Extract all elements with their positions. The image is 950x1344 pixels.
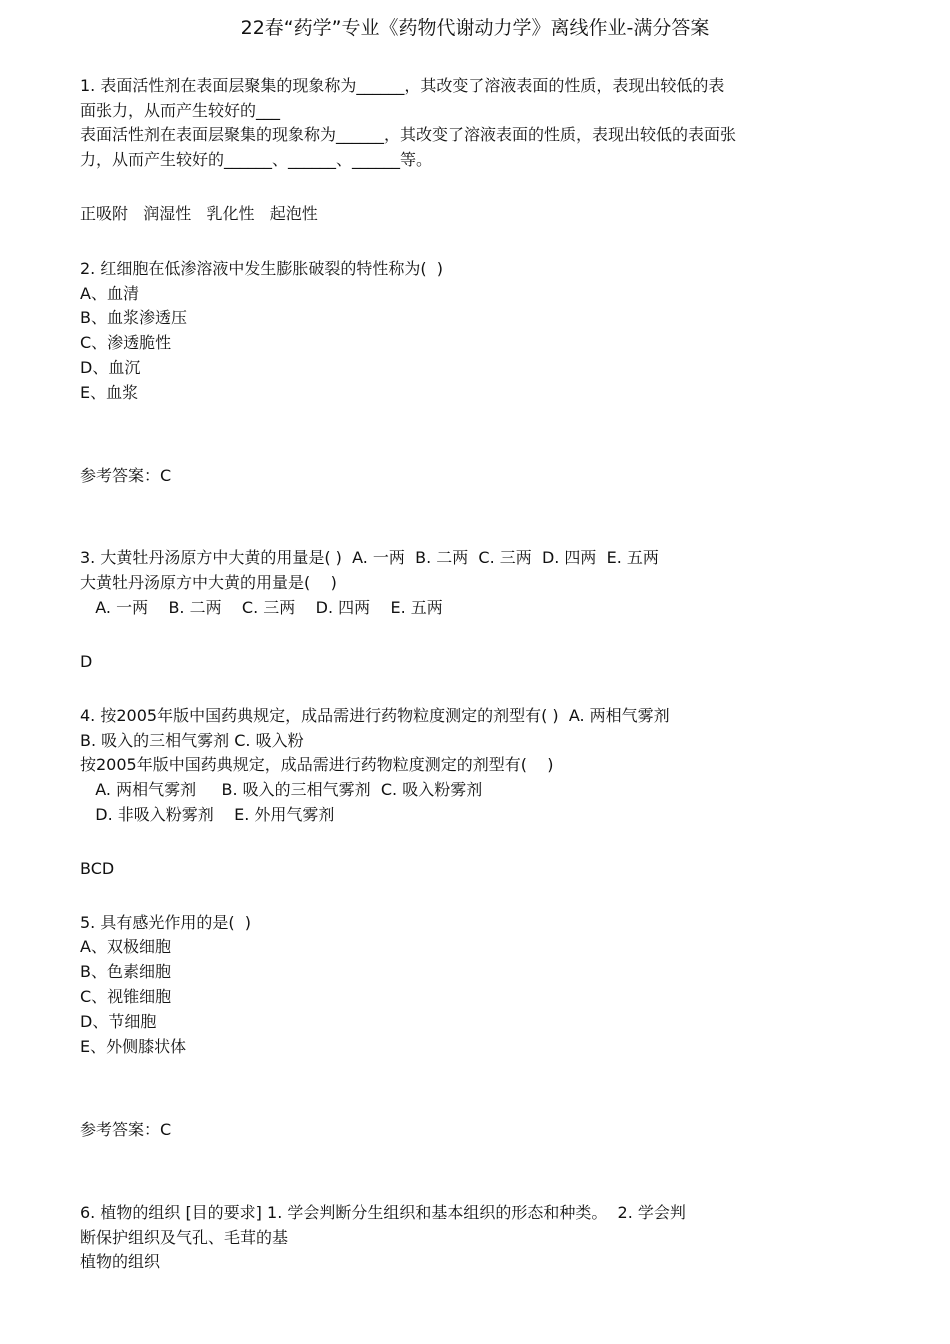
- answer-4: BCD: [80, 859, 115, 878]
- option-d: D、血沉: [80, 358, 141, 377]
- option-a: A、双极细胞: [80, 937, 171, 956]
- question-1-text: 表面活性剂在表面层聚集的现象称为______，其改变了溶液表面的性质，表现出较低的表面张: [80, 125, 737, 144]
- question-4-text: 按2005年版中国药典规定，成品需进行药物粒度测定的剂型有( ): [80, 755, 554, 774]
- option-a: A、血清: [80, 284, 139, 303]
- option-b: B、血浆渗透压: [80, 308, 187, 327]
- question-3-stem: 3. 大黄牡丹汤原方中大黄的用量是( ) A. 一两 B. 二两 C. 三两 D. 四两 E. 五两: [80, 548, 659, 567]
- option-b: B、色素细胞: [80, 962, 171, 981]
- option-c: C、视锥细胞: [80, 987, 172, 1006]
- answer-5: 参考答案：C: [80, 1120, 172, 1139]
- option-d: D、节细胞: [80, 1012, 157, 1031]
- option-e: E、外侧膝状体: [80, 1037, 187, 1056]
- option-c: C、渗透脆性: [80, 333, 172, 352]
- question-4-options: A. 两相气雾剂 B. 吸入的三相气雾剂 C. 吸入粉雾剂: [80, 780, 483, 799]
- answer-3: D: [80, 652, 93, 671]
- answer-2: 参考答案：C: [80, 466, 172, 485]
- document-title: 22春“药学”专业《药物代谢动力学》离线作业-满分答案: [240, 17, 710, 39]
- question-1-text: 力，从而产生较好的______、______、______等。: [80, 150, 433, 169]
- question-3-options: A. 一两 B. 二两 C. 三两 D. 四两 E. 五两: [80, 598, 443, 617]
- question-6-text: 植物的组织: [80, 1252, 161, 1271]
- answer-1: 正吸附 润湿性 乳化性 起泡性: [80, 204, 318, 223]
- question-5-stem: 5. 具有感光作用的是( ): [80, 913, 252, 932]
- question-4-stem: B. 吸入的三相气雾剂 C. 吸入粉: [80, 731, 304, 750]
- question-6-stem: 6. 植物的组织 [目的要求] 1. 学会判断分生组织和基本组织的形态和种类。 2. 学会判: [80, 1203, 686, 1222]
- option-e: E、血浆: [80, 383, 139, 402]
- question-4-stem: 4. 按2005年版中国药典规定，成品需进行药物粒度测定的剂型有( ) A. 两相气雾剂: [80, 706, 670, 725]
- question-1-text: 面张力，从而产生较好的___: [80, 101, 281, 120]
- question-6-stem: 断保护组织及气孔、毛茸的基: [80, 1228, 289, 1247]
- question-4-options: D. 非吸入粉雾剂 E. 外用气雾剂: [80, 805, 335, 824]
- question-3-text: 大黄牡丹汤原方中大黄的用量是( ): [80, 573, 337, 592]
- question-1-text: 1. 表面活性剂在表面层聚集的现象称为______，其改变了溶液表面的性质，表现出较低的表: [80, 76, 725, 95]
- question-2-stem: 2. 红细胞在低渗溶液中发生膨胀破裂的特性称为( ): [80, 259, 444, 278]
